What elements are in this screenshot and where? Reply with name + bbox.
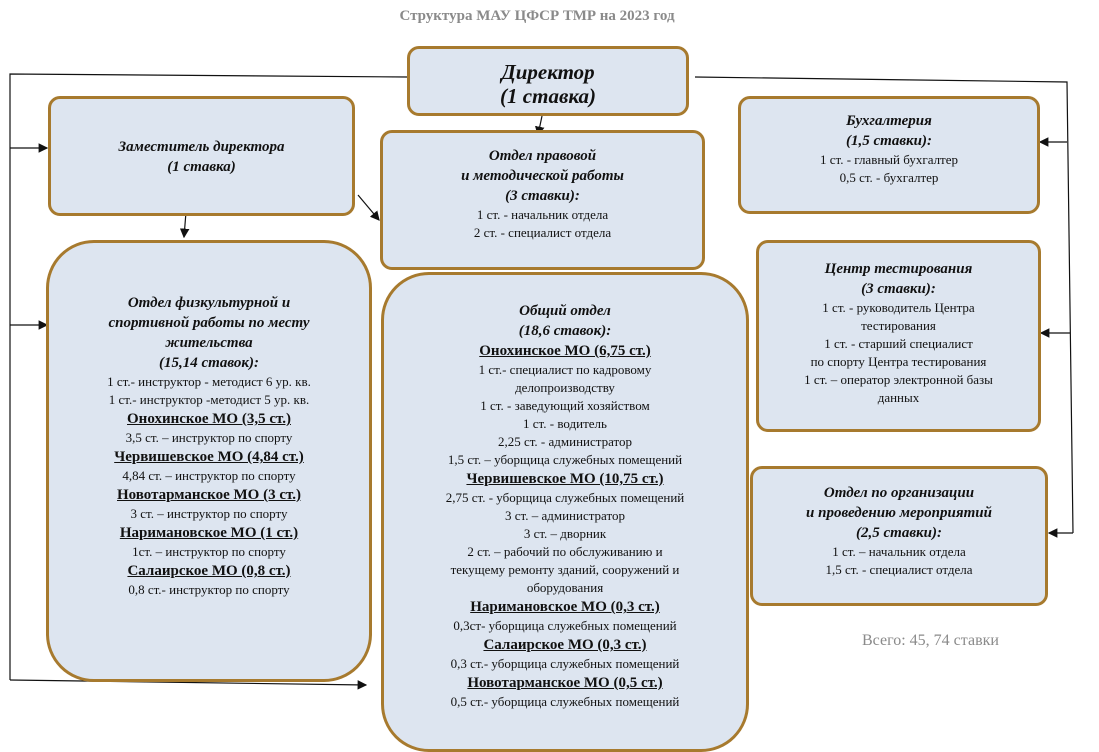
- general-section-item: 1,5 ст. – уборщица служебных помещений: [447, 452, 683, 467]
- deputy-box: [48, 96, 355, 216]
- general-section-item: 2 ст. – рабочий по обслуживанию и: [467, 544, 663, 559]
- general-section-item: 2,25 ст. - администратор: [497, 434, 633, 449]
- testing-item: данных: [877, 390, 920, 405]
- deputy-title: Заместитель директора: [118, 139, 285, 155]
- general-section-item: текущему ремонту зданий, сооружений и: [450, 562, 680, 577]
- general-box: [381, 272, 749, 752]
- testing-item: тестирования: [861, 318, 936, 333]
- events-title-1: Отдел по организации: [823, 485, 975, 501]
- sport-title: Отдел физкультурной и: [127, 295, 291, 311]
- general-section-name: Червишевское МО (10,75 ст.): [466, 471, 664, 487]
- sport-item: 1 ст.- инструктор -методист 5 ур. кв.: [108, 392, 310, 407]
- general-section-item: 3 ст. – администратор: [504, 508, 625, 523]
- legal-item: 2 ст. - специалист отдела: [473, 225, 612, 240]
- legal-box: [380, 130, 705, 270]
- legal-title-2: и методической работы: [461, 168, 624, 184]
- sport-item: 1 ст.- инструктор - методист 6 ур. кв.: [107, 374, 311, 389]
- testing-item: 1 ст. - старший специалист: [824, 336, 973, 351]
- arrow-deputy-to-legal: [358, 195, 379, 220]
- accounting-rate: (1,5 ставки):: [846, 133, 932, 149]
- general-section-name: Наримановское МО (0,3 ст.): [470, 599, 660, 615]
- events-rate: (2,5 ставки):: [856, 525, 942, 541]
- deputy-rate: (1 ставка): [167, 159, 236, 175]
- sport-section-name: Червишевское МО (4,84 ст.): [114, 449, 304, 465]
- director-title: Директор: [501, 60, 595, 84]
- events-title-2: и проведению мероприятий: [806, 505, 992, 521]
- accounting-item: 0,5 ст. - бухгалтер: [839, 170, 939, 185]
- general-section-name: Салаирское МО (0,3 ст.): [483, 637, 647, 653]
- sport-section-item: 3,5 ст. – инструктор по спорту: [125, 430, 293, 445]
- events-item: 1,5 ст. - специалист отдела: [825, 562, 973, 577]
- general-section-item: 1 ст.- специалист по кадровому: [478, 362, 652, 377]
- general-section-item: оборудования: [526, 580, 604, 595]
- sport-section-item: 1ст. – инструктор по спорту: [132, 544, 286, 559]
- general-section-item: 2,75 ст. - уборщица служебных помещений: [445, 490, 685, 505]
- sport-box: [46, 240, 372, 682]
- accounting-box: [738, 96, 1040, 214]
- general-section-item: 1 ст. - водитель: [523, 416, 607, 431]
- director-box: [407, 46, 689, 116]
- events-item: 1 ст. – начальник отдела: [832, 544, 966, 559]
- sport-title: жительства: [165, 335, 253, 351]
- sport-section-item: 0,8 ст.- инструктор по спорту: [128, 582, 290, 597]
- general-section-item: делопроизводству: [515, 380, 615, 395]
- general-section-item: 3 ст. – дворник: [523, 526, 607, 541]
- director-rate: (1 ставка): [500, 84, 596, 108]
- general-section-item: 0,3 ст.- уборщица служебных помещений: [450, 656, 680, 671]
- sport-section-name: Новотарманское МО (3 ст.): [117, 487, 301, 503]
- general-rate: (18,6 ставок):: [518, 323, 612, 339]
- legal-rate: (3 ставки):: [505, 188, 580, 204]
- general-section-name: Онохинское МО (6,75 ст.): [479, 343, 651, 359]
- sport-section-name: Наримановское МО (1 ст.): [119, 525, 299, 541]
- sport-section-item: 4,84 ст. – инструктор по спорту: [122, 468, 296, 483]
- sport-section-name: Онохинское МО (3,5 ст.): [127, 411, 291, 427]
- general-section-item: 1 ст. - заведующий хозяйством: [480, 398, 650, 413]
- general-section-item: 0,5 ст.- уборщица служебных помещений: [450, 694, 680, 709]
- sport-section-name: Салаирское МО (0,8 ст.): [127, 563, 291, 579]
- total-rates: Всего: 45, 74 ставки: [862, 632, 999, 649]
- testing-rate: (3 ставки):: [861, 281, 936, 297]
- testing-item: 1 ст. - руководитель Центра: [822, 300, 975, 315]
- page-title: Структура МАУ ЦФСР ТМР на 2023 год: [399, 8, 675, 24]
- general-section-item: 0,3ст- уборщица служебных помещений: [453, 618, 677, 633]
- legal-title-1: Отдел правовой: [488, 148, 597, 164]
- sport-title: спортивной работы по месту: [108, 315, 310, 331]
- testing-item: по спорту Центра тестирования: [810, 354, 987, 369]
- testing-title: Центр тестирования: [824, 261, 973, 277]
- sport-section-item: 3 ст. – инструктор по спорту: [130, 506, 288, 521]
- general-title: Общий отдел: [519, 303, 611, 319]
- testing-box: [756, 240, 1041, 432]
- general-section-name: Новотарманское МО (0,5 ст.): [467, 675, 663, 691]
- testing-item: 1 ст. – оператор электронной базы: [804, 372, 993, 387]
- legal-item: 1 ст. - начальник отдела: [476, 207, 609, 222]
- sport-rate: (15,14 ставок):: [159, 355, 259, 371]
- events-box: [750, 466, 1048, 606]
- accounting-item: 1 ст. - главный бухгалтер: [819, 152, 959, 167]
- accounting-title: Бухгалтерия: [846, 113, 932, 129]
